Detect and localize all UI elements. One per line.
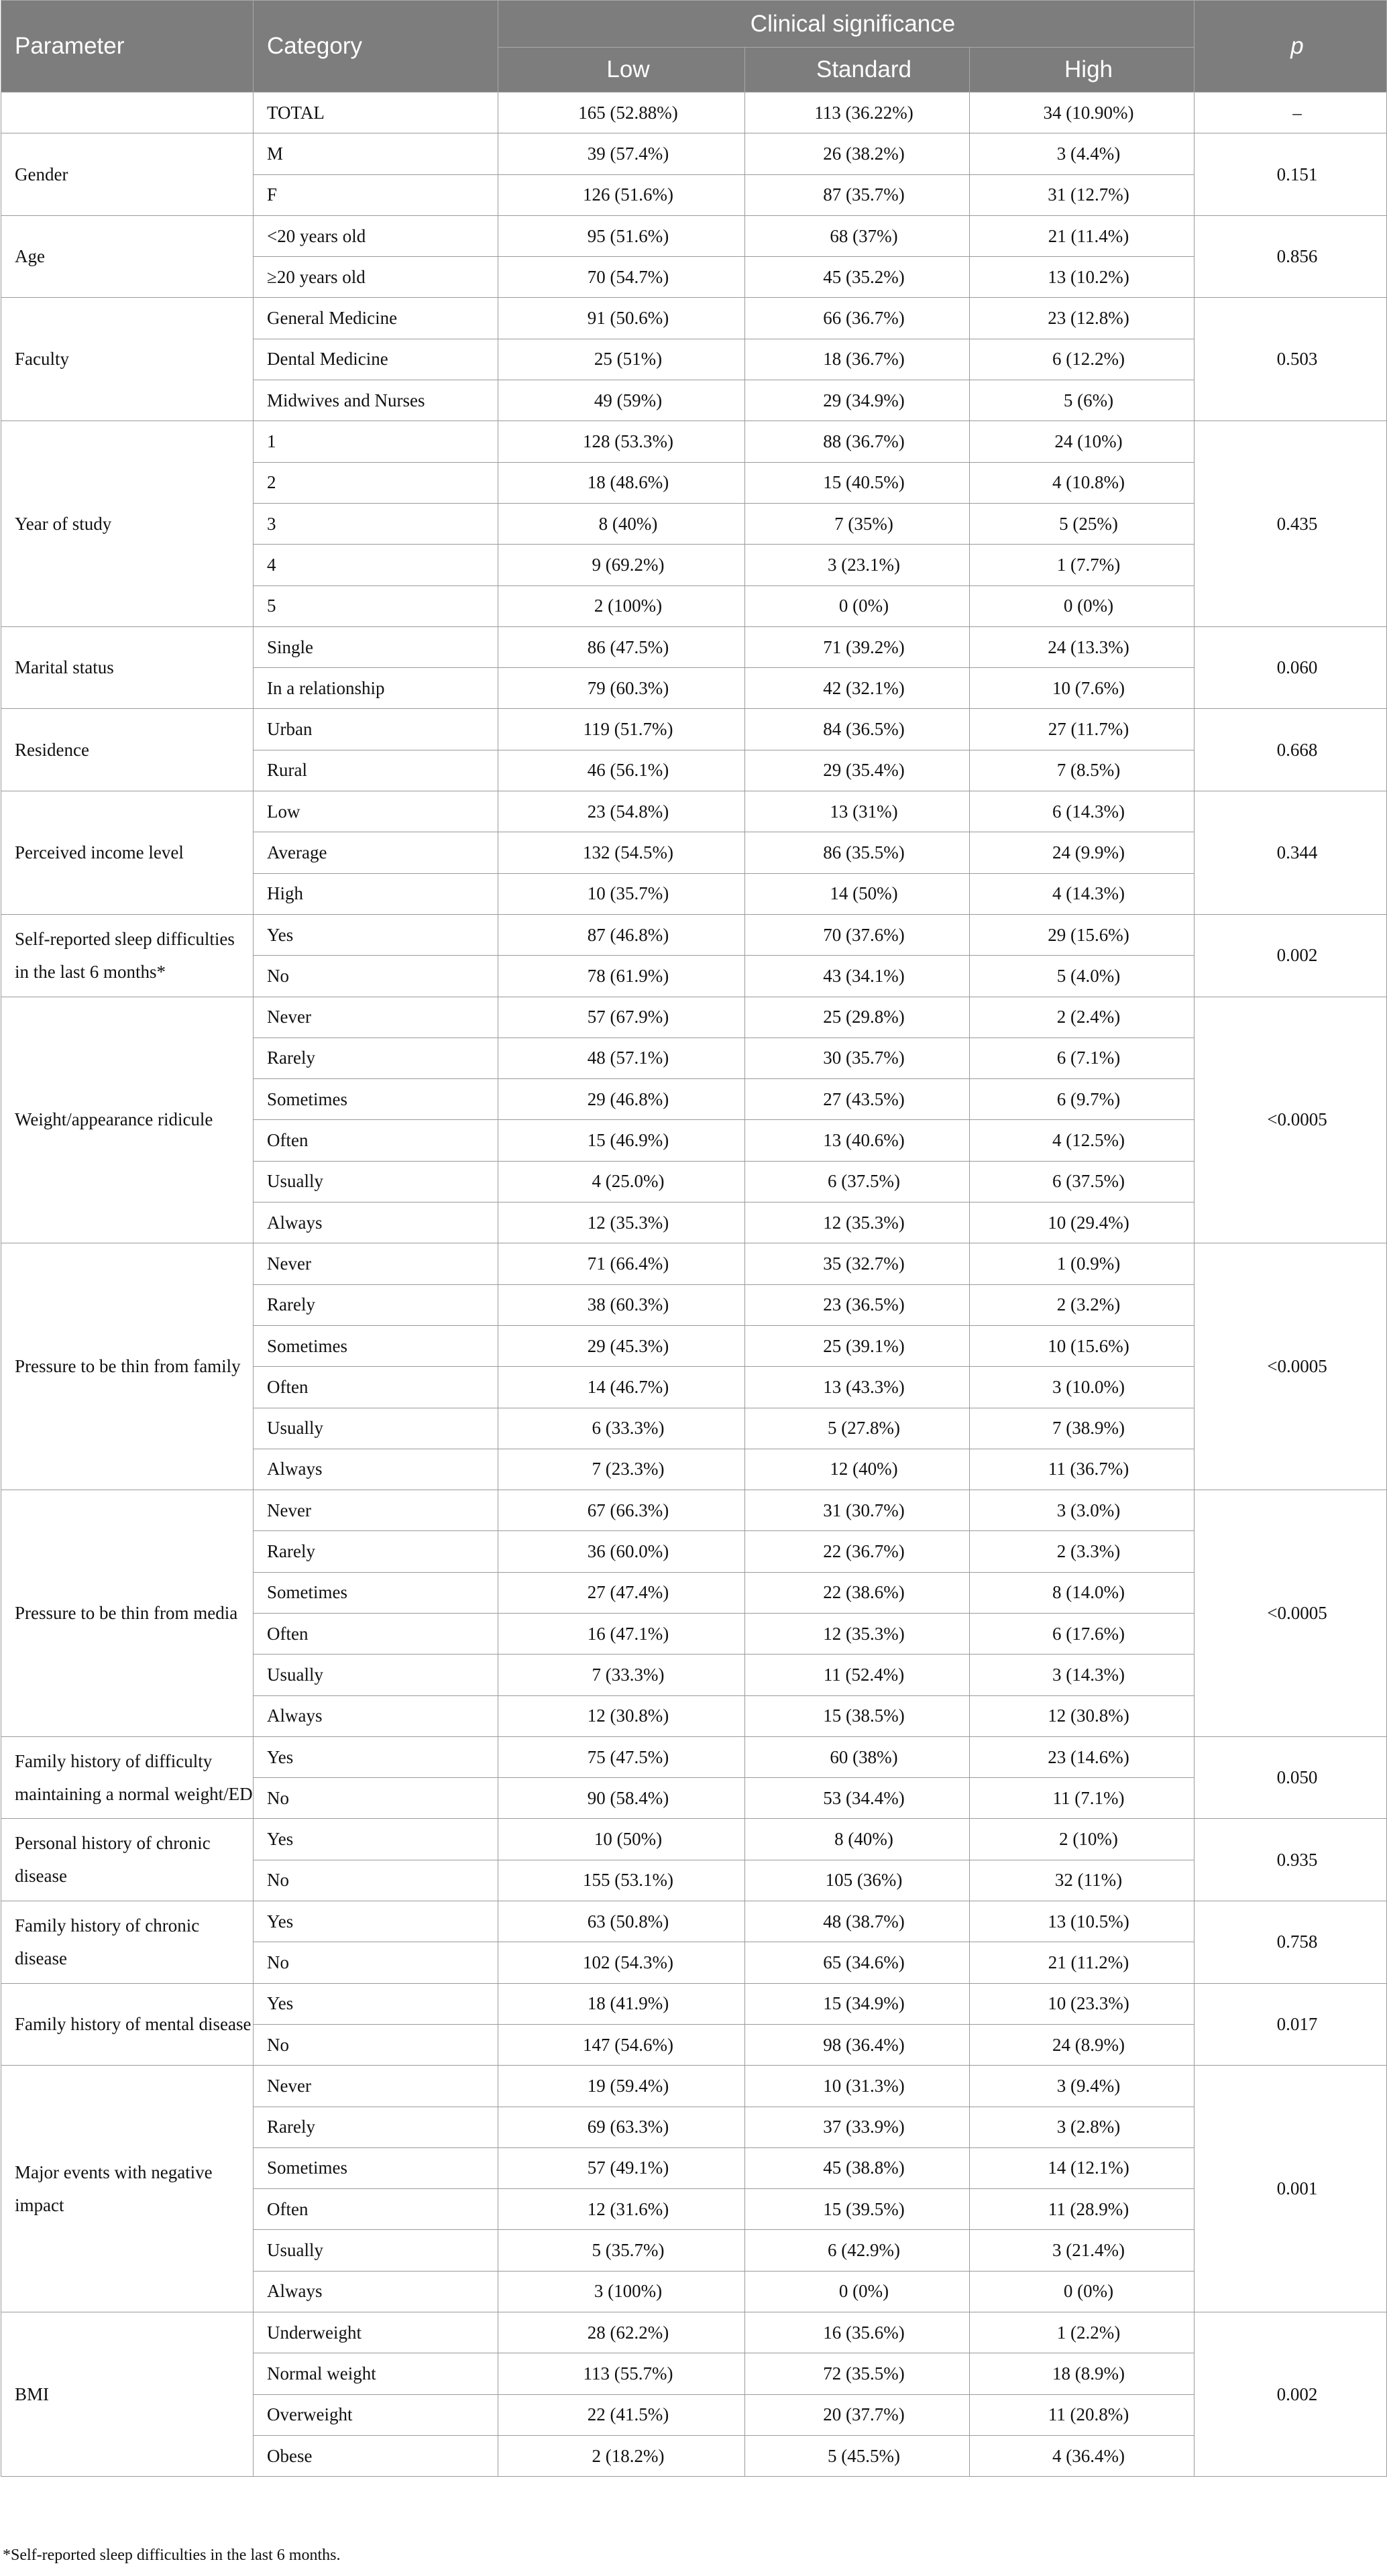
standard-cell: 6 (42.9%) — [745, 2230, 970, 2271]
category-cell: Always — [254, 1202, 498, 1243]
category-cell: Rarely — [254, 1038, 498, 1078]
low-cell: 87 (46.8%) — [498, 914, 745, 955]
standard-cell: 15 (38.5%) — [745, 1695, 970, 1736]
parameter-cell: Self-reported sleep difficulties in the last 6 months* — [1, 914, 254, 997]
high-cell: 23 (14.6%) — [970, 1736, 1195, 1777]
standard-cell: 48 (38.7%) — [745, 1901, 970, 1942]
standard-cell: 35 (32.7%) — [745, 1243, 970, 1284]
category-cell: Underweight — [254, 2312, 498, 2353]
high-cell: 4 (14.3%) — [970, 873, 1195, 914]
low-cell: 79 (60.3%) — [498, 668, 745, 709]
standard-cell: 42 (32.1%) — [745, 668, 970, 709]
standard-cell: 43 (34.1%) — [745, 956, 970, 997]
low-cell: 48 (57.1%) — [498, 1038, 745, 1078]
header-high: High — [970, 48, 1195, 93]
standard-cell: 11 (52.4%) — [745, 1655, 970, 1695]
low-cell: 6 (33.3%) — [498, 1408, 745, 1449]
high-cell: 2 (3.3%) — [970, 1531, 1195, 1572]
category-cell: Often — [254, 2189, 498, 2230]
category-cell: Sometimes — [254, 1325, 498, 1366]
standard-cell: 10 (31.3%) — [745, 2066, 970, 2107]
parameter-cell: Family history of difficulty maintaining a normal weight/ED — [1, 1736, 254, 1819]
category-cell: Obese — [254, 2435, 498, 2476]
category-cell: <20 years old — [254, 215, 498, 256]
high-cell: 11 (20.8%) — [970, 2394, 1195, 2435]
header-low: Low — [498, 48, 745, 93]
high-cell: 5 (4.0%) — [970, 956, 1195, 997]
parameter-cell: Year of study — [1, 421, 254, 626]
category-cell: No — [254, 1942, 498, 1983]
standard-cell: 53 (34.4%) — [745, 1778, 970, 1819]
high-cell: 21 (11.4%) — [970, 215, 1195, 256]
category-cell: Yes — [254, 1819, 498, 1860]
low-cell: 75 (47.5%) — [498, 1736, 745, 1777]
category-cell: 2 — [254, 462, 498, 503]
high-cell: 2 (3.2%) — [970, 1284, 1195, 1325]
low-cell: 14 (46.7%) — [498, 1367, 745, 1408]
low-cell: 18 (41.9%) — [498, 1983, 745, 2024]
high-cell: 2 (10%) — [970, 1819, 1195, 1860]
category-cell: Never — [254, 1490, 498, 1531]
high-cell: 3 (10.0%) — [970, 1367, 1195, 1408]
header-parameter: Parameter — [1, 1, 254, 93]
low-cell: 147 (54.6%) — [498, 2024, 745, 2065]
low-cell: 3 (100%) — [498, 2271, 745, 2312]
parameter-cell: Major events with negative impact — [1, 2066, 254, 2312]
category-cell: Single — [254, 626, 498, 667]
high-cell: 11 (36.7%) — [970, 1449, 1195, 1490]
table-row — [1, 1983, 1387, 2024]
category-cell: Dental Medicine — [254, 339, 498, 380]
category-cell: Often — [254, 1613, 498, 1654]
table-row — [1, 2066, 1387, 2107]
high-cell: 4 (10.8%) — [970, 462, 1195, 503]
low-cell: 39 (57.4%) — [498, 133, 745, 174]
p-value-cell: <0.0005 — [1195, 1490, 1387, 1737]
low-cell: 36 (60.0%) — [498, 1531, 745, 1572]
high-cell: 32 (11%) — [970, 1860, 1195, 1901]
table-row — [1, 1819, 1387, 1860]
standard-cell: 113 (36.22%) — [745, 93, 970, 133]
p-value-cell: 0.935 — [1195, 1819, 1387, 1901]
low-cell: 27 (47.4%) — [498, 1572, 745, 1613]
high-cell: 2 (2.4%) — [970, 997, 1195, 1038]
standard-cell: 45 (38.8%) — [745, 2147, 970, 2188]
low-cell: 102 (54.3%) — [498, 1942, 745, 1983]
high-cell: 21 (11.2%) — [970, 1942, 1195, 1983]
category-cell: Yes — [254, 1901, 498, 1942]
high-cell: 3 (3.0%) — [970, 1490, 1195, 1531]
low-cell: 38 (60.3%) — [498, 1284, 745, 1325]
category-cell: In a relationship — [254, 668, 498, 709]
category-cell: No — [254, 956, 498, 997]
low-cell: 28 (62.2%) — [498, 2312, 745, 2353]
p-value-cell: 0.060 — [1195, 626, 1387, 709]
standard-cell: 25 (29.8%) — [745, 997, 970, 1038]
high-cell: 10 (7.6%) — [970, 668, 1195, 709]
standard-cell: 22 (38.6%) — [745, 1572, 970, 1613]
high-cell: 14 (12.1%) — [970, 2147, 1195, 2188]
category-cell: High — [254, 873, 498, 914]
category-cell: 3 — [254, 503, 498, 544]
table-footnote: *Self-reported sleep difficulties in the last 6 months. — [3, 2546, 341, 2564]
category-cell: Sometimes — [254, 1572, 498, 1613]
category-cell: Always — [254, 1449, 498, 1490]
parameter-cell: Personal history of chronic disease — [1, 1819, 254, 1901]
category-cell: Yes — [254, 1983, 498, 2024]
low-cell: 8 (40%) — [498, 503, 745, 544]
high-cell: 8 (14.0%) — [970, 1572, 1195, 1613]
low-cell: 86 (47.5%) — [498, 626, 745, 667]
category-cell: Overweight — [254, 2394, 498, 2435]
category-cell: Yes — [254, 914, 498, 955]
p-value-cell: 0.151 — [1195, 133, 1387, 216]
standard-cell: 88 (36.7%) — [745, 421, 970, 462]
low-cell: 29 (45.3%) — [498, 1325, 745, 1366]
category-cell: Always — [254, 2271, 498, 2312]
category-cell: Sometimes — [254, 2147, 498, 2188]
standard-cell: 45 (35.2%) — [745, 257, 970, 298]
category-cell: Average — [254, 832, 498, 873]
standard-cell: 31 (30.7%) — [745, 1490, 970, 1531]
table-row — [1, 93, 1387, 133]
category-cell: Normal weight — [254, 2353, 498, 2394]
high-cell: 10 (29.4%) — [970, 1202, 1195, 1243]
high-cell: 10 (23.3%) — [970, 1983, 1195, 2024]
high-cell: 24 (10%) — [970, 421, 1195, 462]
low-cell: 91 (50.6%) — [498, 298, 745, 339]
standard-cell: 5 (27.8%) — [745, 1408, 970, 1449]
high-cell: 10 (15.6%) — [970, 1325, 1195, 1366]
table-row — [1, 133, 1387, 174]
category-cell: Often — [254, 1120, 498, 1161]
parameter-cell: Gender — [1, 133, 254, 216]
category-cell: Usually — [254, 1408, 498, 1449]
high-cell: 12 (30.8%) — [970, 1695, 1195, 1736]
standard-cell: 27 (43.5%) — [745, 1079, 970, 1120]
low-cell: 12 (30.8%) — [498, 1695, 745, 1736]
high-cell: 13 (10.2%) — [970, 257, 1195, 298]
low-cell: 2 (18.2%) — [498, 2435, 745, 2476]
standard-cell: 3 (23.1%) — [745, 545, 970, 585]
category-cell: Rarely — [254, 2107, 498, 2147]
low-cell: 29 (46.8%) — [498, 1079, 745, 1120]
low-cell: 165 (52.88%) — [498, 93, 745, 133]
table-row — [1, 1901, 1387, 1942]
high-cell: 6 (7.1%) — [970, 1038, 1195, 1078]
standard-cell: 13 (40.6%) — [745, 1120, 970, 1161]
standard-cell: 15 (39.5%) — [745, 2189, 970, 2230]
category-cell: Rural — [254, 750, 498, 791]
low-cell: 49 (59%) — [498, 380, 745, 421]
category-cell: No — [254, 1778, 498, 1819]
parameter-cell: BMI — [1, 2312, 254, 2477]
category-cell: Never — [254, 997, 498, 1038]
high-cell: 6 (17.6%) — [970, 1613, 1195, 1654]
low-cell: 7 (33.3%) — [498, 1655, 745, 1695]
header-p: p — [1195, 1, 1387, 93]
category-cell: Urban — [254, 709, 498, 750]
category-cell: Low — [254, 791, 498, 832]
parameter-cell — [1, 93, 254, 133]
table-row — [1, 997, 1387, 1038]
low-cell: 57 (67.9%) — [498, 997, 745, 1038]
standard-cell: 68 (37%) — [745, 215, 970, 256]
high-cell: 0 (0%) — [970, 585, 1195, 626]
p-value-cell: <0.0005 — [1195, 997, 1387, 1243]
standard-cell: 5 (45.5%) — [745, 2435, 970, 2476]
standard-cell: 29 (35.4%) — [745, 750, 970, 791]
low-cell: 126 (51.6%) — [498, 174, 745, 215]
low-cell: 4 (25.0%) — [498, 1161, 745, 1202]
high-cell: 11 (7.1%) — [970, 1778, 1195, 1819]
high-cell: 3 (14.3%) — [970, 1655, 1195, 1695]
low-cell: 22 (41.5%) — [498, 2394, 745, 2435]
standard-cell: 0 (0%) — [745, 2271, 970, 2312]
standard-cell: 71 (39.2%) — [745, 626, 970, 667]
table-row — [1, 298, 1387, 339]
category-cell: Yes — [254, 1736, 498, 1777]
high-cell: 3 (9.4%) — [970, 2066, 1195, 2107]
p-value-cell: 0.001 — [1195, 2066, 1387, 2312]
category-cell: Often — [254, 1367, 498, 1408]
high-cell: 24 (13.3%) — [970, 626, 1195, 667]
table-row — [1, 791, 1387, 832]
header-category: Category — [254, 1, 498, 93]
standard-cell: 23 (36.5%) — [745, 1284, 970, 1325]
high-cell: 1 (2.2%) — [970, 2312, 1195, 2353]
low-cell: 15 (46.9%) — [498, 1120, 745, 1161]
category-cell: M — [254, 133, 498, 174]
standard-cell: 86 (35.5%) — [745, 832, 970, 873]
category-cell: No — [254, 1860, 498, 1901]
high-cell: 1 (7.7%) — [970, 545, 1195, 585]
parameter-cell: Weight/appearance ridicule — [1, 997, 254, 1243]
standard-cell: 98 (36.4%) — [745, 2024, 970, 2065]
parameter-cell: Perceived income level — [1, 791, 254, 915]
high-cell: 24 (8.9%) — [970, 2024, 1195, 2065]
standard-cell: 12 (35.3%) — [745, 1202, 970, 1243]
low-cell: 57 (49.1%) — [498, 2147, 745, 2188]
standard-cell: 6 (37.5%) — [745, 1161, 970, 1202]
high-cell: 3 (4.4%) — [970, 133, 1195, 174]
category-cell: 5 — [254, 585, 498, 626]
category-cell: Never — [254, 1243, 498, 1284]
category-cell: Usually — [254, 1655, 498, 1695]
low-cell: 2 (100%) — [498, 585, 745, 626]
category-cell: Never — [254, 2066, 498, 2107]
table-row — [1, 709, 1387, 750]
low-cell: 113 (55.7%) — [498, 2353, 745, 2394]
category-cell: 1 — [254, 421, 498, 462]
high-cell: 3 (2.8%) — [970, 2107, 1195, 2147]
table-row — [1, 2312, 1387, 2353]
high-cell: 6 (12.2%) — [970, 339, 1195, 380]
standard-cell: 70 (37.6%) — [745, 914, 970, 955]
high-cell: 7 (8.5%) — [970, 750, 1195, 791]
low-cell: 7 (23.3%) — [498, 1449, 745, 1490]
low-cell: 90 (58.4%) — [498, 1778, 745, 1819]
high-cell: 4 (36.4%) — [970, 2435, 1195, 2476]
p-value-cell: 0.856 — [1195, 215, 1387, 298]
low-cell: 10 (50%) — [498, 1819, 745, 1860]
p-value-cell: 0.002 — [1195, 914, 1387, 997]
low-cell: 119 (51.7%) — [498, 709, 745, 750]
category-cell: ≥20 years old — [254, 257, 498, 298]
standard-cell: 65 (34.6%) — [745, 1942, 970, 1983]
standard-cell: 7 (35%) — [745, 503, 970, 544]
p-value-cell: – — [1195, 93, 1387, 133]
low-cell: 25 (51%) — [498, 339, 745, 380]
parameter-cell: Age — [1, 215, 254, 298]
low-cell: 23 (54.8%) — [498, 791, 745, 832]
high-cell: 3 (21.4%) — [970, 2230, 1195, 2271]
high-cell: 4 (12.5%) — [970, 1120, 1195, 1161]
standard-cell: 26 (38.2%) — [745, 133, 970, 174]
standard-cell: 12 (35.3%) — [745, 1613, 970, 1654]
parameter-cell: Pressure to be thin from media — [1, 1490, 254, 1737]
standard-cell: 37 (33.9%) — [745, 2107, 970, 2147]
high-cell: 29 (15.6%) — [970, 914, 1195, 955]
low-cell: 78 (61.9%) — [498, 956, 745, 997]
category-cell: Midwives and Nurses — [254, 380, 498, 421]
low-cell: 63 (50.8%) — [498, 1901, 745, 1942]
category-cell: General Medicine — [254, 298, 498, 339]
p-value-cell: 0.435 — [1195, 421, 1387, 626]
high-cell: 18 (8.9%) — [970, 2353, 1195, 2394]
standard-cell: 25 (39.1%) — [745, 1325, 970, 1366]
parameter-cell: Residence — [1, 709, 254, 791]
low-cell: 95 (51.6%) — [498, 215, 745, 256]
category-cell: Rarely — [254, 1531, 498, 1572]
high-cell: 24 (9.9%) — [970, 832, 1195, 873]
low-cell: 132 (54.5%) — [498, 832, 745, 873]
standard-cell: 13 (31%) — [745, 791, 970, 832]
parameter-cell: Marital status — [1, 626, 254, 709]
table-row — [1, 1736, 1387, 1777]
low-cell: 12 (35.3%) — [498, 1202, 745, 1243]
p-value-cell: 0.344 — [1195, 791, 1387, 915]
p-value-cell: 0.002 — [1195, 2312, 1387, 2477]
table-row — [1, 421, 1387, 462]
standard-cell: 8 (40%) — [745, 1819, 970, 1860]
standard-cell: 72 (35.5%) — [745, 2353, 970, 2394]
p-value-cell: 0.758 — [1195, 1901, 1387, 1984]
high-cell: 0 (0%) — [970, 2271, 1195, 2312]
category-cell: 4 — [254, 545, 498, 585]
p-value-cell: 0.050 — [1195, 1736, 1387, 1819]
low-cell: 71 (66.4%) — [498, 1243, 745, 1284]
high-cell: 6 (14.3%) — [970, 791, 1195, 832]
category-cell: Rarely — [254, 1284, 498, 1325]
low-cell: 12 (31.6%) — [498, 2189, 745, 2230]
high-cell: 13 (10.5%) — [970, 1901, 1195, 1942]
table-row — [1, 1243, 1387, 1284]
category-cell: F — [254, 174, 498, 215]
low-cell: 46 (56.1%) — [498, 750, 745, 791]
high-cell: 5 (25%) — [970, 503, 1195, 544]
high-cell: 34 (10.90%) — [970, 93, 1195, 133]
low-cell: 128 (53.3%) — [498, 421, 745, 462]
p-value-cell: 0.503 — [1195, 298, 1387, 421]
category-cell: Usually — [254, 2230, 498, 2271]
high-cell: 7 (38.9%) — [970, 1408, 1195, 1449]
high-cell: 6 (37.5%) — [970, 1161, 1195, 1202]
p-value-cell: <0.0005 — [1195, 1243, 1387, 1490]
standard-cell: 16 (35.6%) — [745, 2312, 970, 2353]
high-cell: 11 (28.9%) — [970, 2189, 1195, 2230]
table-body — [1, 93, 1387, 2477]
standard-cell: 14 (50%) — [745, 873, 970, 914]
standard-cell: 30 (35.7%) — [745, 1038, 970, 1078]
table-row — [1, 215, 1387, 256]
p-value-cell: 0.017 — [1195, 1983, 1387, 2066]
high-cell: 5 (6%) — [970, 380, 1195, 421]
high-cell: 1 (0.9%) — [970, 1243, 1195, 1284]
standard-cell: 15 (34.9%) — [745, 1983, 970, 2024]
standard-cell: 105 (36%) — [745, 1860, 970, 1901]
low-cell: 5 (35.7%) — [498, 2230, 745, 2271]
low-cell: 155 (53.1%) — [498, 1860, 745, 1901]
high-cell: 23 (12.8%) — [970, 298, 1195, 339]
p-value-cell: 0.668 — [1195, 709, 1387, 791]
standard-cell: 0 (0%) — [745, 585, 970, 626]
standard-cell: 18 (36.7%) — [745, 339, 970, 380]
results-table — [1, 0, 1387, 2477]
standard-cell: 84 (36.5%) — [745, 709, 970, 750]
standard-cell: 87 (35.7%) — [745, 174, 970, 215]
category-cell: TOTAL — [254, 93, 498, 133]
high-cell: 27 (11.7%) — [970, 709, 1195, 750]
low-cell: 70 (54.7%) — [498, 257, 745, 298]
low-cell: 9 (69.2%) — [498, 545, 745, 585]
table-header — [1, 1, 1387, 93]
standard-cell: 22 (36.7%) — [745, 1531, 970, 1572]
parameter-cell: Pressure to be thin from family — [1, 1243, 254, 1490]
category-cell: Always — [254, 1695, 498, 1736]
low-cell: 18 (48.6%) — [498, 462, 745, 503]
table-row — [1, 1490, 1387, 1531]
standard-cell: 29 (34.9%) — [745, 380, 970, 421]
high-cell: 31 (12.7%) — [970, 174, 1195, 215]
low-cell: 19 (59.4%) — [498, 2066, 745, 2107]
low-cell: 67 (66.3%) — [498, 1490, 745, 1531]
category-cell: Sometimes — [254, 1079, 498, 1120]
standard-cell: 12 (40%) — [745, 1449, 970, 1490]
header-standard: Standard — [745, 48, 970, 93]
standard-cell: 60 (38%) — [745, 1736, 970, 1777]
low-cell: 69 (63.3%) — [498, 2107, 745, 2147]
parameter-cell: Faculty — [1, 298, 254, 421]
header-clinical-significance: Clinical significance — [498, 1, 1195, 48]
parameter-cell: Family history of chronic disease — [1, 1901, 254, 1984]
high-cell: 6 (9.7%) — [970, 1079, 1195, 1120]
standard-cell: 15 (40.5%) — [745, 462, 970, 503]
standard-cell: 20 (37.7%) — [745, 2394, 970, 2435]
table-row — [1, 914, 1387, 955]
category-cell: No — [254, 2024, 498, 2065]
standard-cell: 13 (43.3%) — [745, 1367, 970, 1408]
standard-cell: 66 (36.7%) — [745, 298, 970, 339]
low-cell: 16 (47.1%) — [498, 1613, 745, 1654]
table-row — [1, 626, 1387, 667]
low-cell: 10 (35.7%) — [498, 873, 745, 914]
parameter-cell: Family history of mental disease — [1, 1983, 254, 2066]
category-cell: Usually — [254, 1161, 498, 1202]
